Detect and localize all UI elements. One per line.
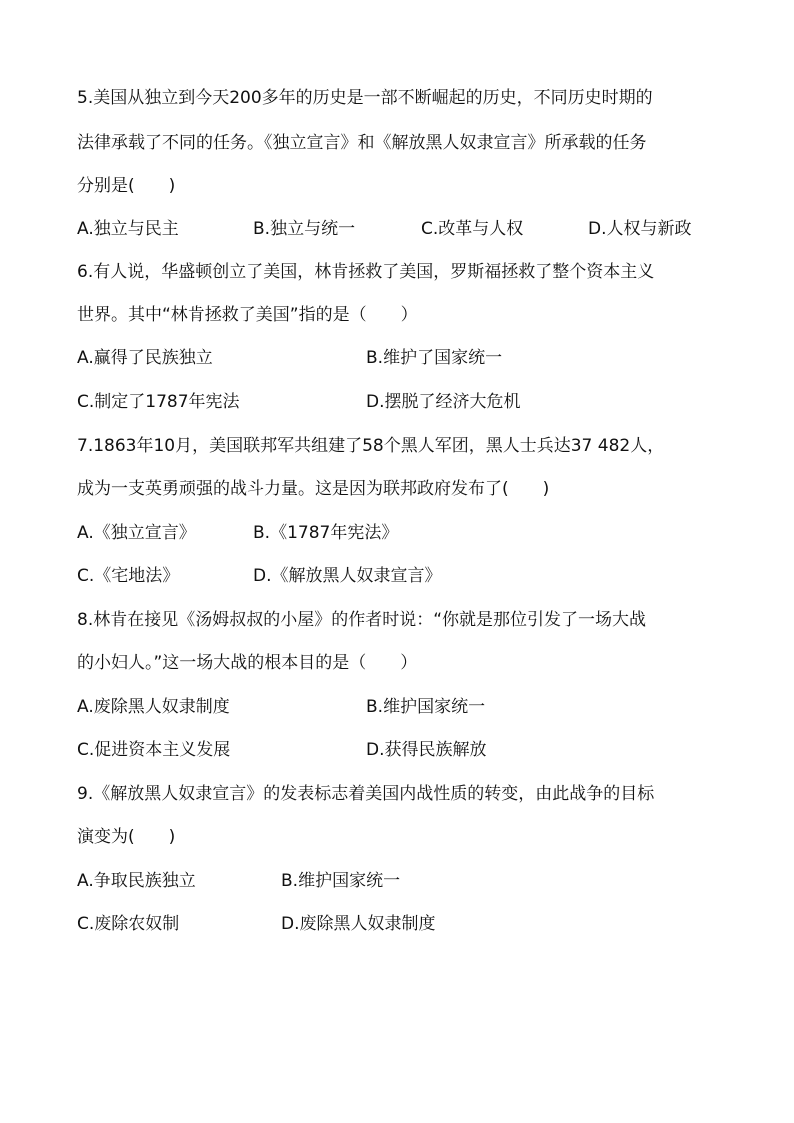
question-6-option-b: B.维护了国家统一	[366, 348, 503, 368]
question-6-line-2: 世界。其中“林肯拯救了美国”指的是（ ）	[77, 305, 418, 325]
question-8-line-2: 的小妇人。”这一场大战的根本目的是（ ）	[77, 653, 418, 673]
question-7-option-d: D.《解放黑人奴隶宣言》	[253, 566, 442, 586]
question-6-option-d: D.摆脱了经济大危机	[366, 392, 521, 412]
question-8-option-d: D.获得民族解放	[366, 740, 487, 760]
question-5-option-c: C.改革与人权	[421, 219, 524, 239]
question-7-option-c: C.《宅地法》	[77, 566, 180, 586]
question-7-option-b: B.《1787年宪法》	[253, 523, 399, 543]
question-8-option-a: A.废除黑人奴隶制度	[77, 697, 230, 717]
question-8-option-b: B.维护国家统一	[366, 697, 486, 717]
question-5-option-a: A.独立与民主	[77, 219, 179, 239]
question-8-line-1: 8.林肯在接见《汤姆叔叔的小屋》的作者时说：“你就是那位引发了一场大战	[77, 610, 647, 630]
question-6-option-a: A.赢得了民族独立	[77, 348, 213, 368]
question-9-line-1: 9.《解放黑人奴隶宣言》的发表标志着美国内战性质的转变，由此战争的目标	[77, 784, 655, 804]
question-5-option-d: D.人权与新政	[588, 219, 692, 239]
question-5-line-1: 5.美国从独立到今天200多年的历史是一部不断崛起的历史，不同历史时期的	[77, 88, 653, 108]
question-7-line-2: 成为一支英勇顽强的战斗力量。这是因为联邦政府发布了( )	[77, 479, 550, 499]
question-9-option-d: D.废除黑人奴隶制度	[281, 914, 436, 934]
question-8-option-c: C.促进资本主义发展	[77, 740, 231, 760]
question-9-option-c: C.废除农奴制	[77, 914, 180, 934]
question-9-option-b: B.维护国家统一	[281, 871, 401, 891]
question-7-option-a: A.《独立宣言》	[77, 523, 196, 543]
question-6-option-c: C.制定了1787年宪法	[77, 392, 240, 412]
question-7-line-1: 7.1863年10月，美国联邦军共组建了58个黑人军团，黑人士兵达37 482人，	[77, 436, 665, 456]
question-5-option-b: B.独立与统一	[253, 219, 356, 239]
question-9-option-a: A.争取民族独立	[77, 871, 196, 891]
question-5-line-2: 法律承载了不同的任务。《独立宣言》和《解放黑人奴隶宣言》所承载的任务	[77, 133, 647, 153]
question-6-line-1: 6.有人说，华盛顿创立了美国，林肯拯救了美国，罗斯福拯救了整个资本主义	[77, 262, 655, 282]
question-5-line-3: 分别是( )	[77, 176, 176, 196]
question-9-line-2: 演变为( )	[77, 827, 176, 847]
